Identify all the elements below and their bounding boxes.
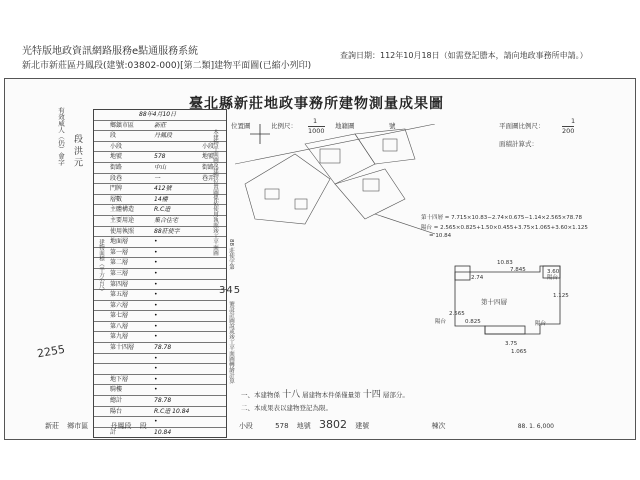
dim-b: 7.845: [510, 267, 526, 273]
row-label: 第三層: [110, 269, 129, 277]
row-label: 小段: [110, 142, 123, 150]
footer-subsection-label: 小段: [238, 422, 253, 430]
calc-line-2: 陽台 = 2.565×0.825+1.50×0.455+3.75×1.065+3.60×1.125: [421, 225, 588, 231]
row-value: 丹鳳段: [154, 132, 173, 140]
table-row: [94, 131, 226, 142]
row-label: 第六層: [110, 301, 129, 309]
floor-scale-numerator: 1: [571, 117, 576, 125]
map-building: [320, 149, 340, 163]
scale-label: 比例尺：: [271, 122, 297, 130]
row-value: 578: [154, 153, 166, 161]
row-value: •: [154, 365, 158, 373]
note-1-post: 層部分。: [382, 391, 409, 399]
stamp-number: 2255: [36, 342, 66, 361]
table-row: [94, 195, 226, 206]
row-label: 主要用途: [110, 216, 135, 224]
note-1-mid: 層建物本件係僅量第: [302, 391, 361, 399]
floor-scale-label: 平面圖比例尺：: [499, 122, 545, 130]
row-value: •: [154, 386, 158, 394]
table-row: [94, 174, 226, 185]
dim-h: 1.065: [511, 349, 527, 355]
row-value: 一: [154, 174, 161, 182]
floor-scale-denominator: 200: [562, 127, 575, 135]
footer-section: 丹鳳段: [110, 422, 132, 430]
row-value: 78.78: [154, 397, 172, 405]
note-2: 二、本成果表以建物登記為限。: [241, 404, 332, 412]
footer-section-label: 段: [139, 422, 147, 430]
mid-vertical-text: 本建物平面圖及建物位置圖係依使用執照竣工平面圖: [212, 129, 218, 256]
table-row: [94, 280, 226, 291]
row-value: •: [154, 248, 158, 256]
area-calc-label: 面積計算式：: [499, 140, 538, 148]
row-label: 第四層: [110, 280, 129, 288]
row-label: 使用執照: [110, 227, 135, 235]
row-label: 地面層: [110, 238, 129, 246]
scale-numerator: 1: [313, 117, 318, 125]
table-row: [94, 237, 226, 248]
row-label: 騎樓: [110, 386, 123, 394]
dim-c: 3.75: [505, 341, 518, 347]
balcony-label-1: 陽台: [547, 275, 559, 281]
note-1: [241, 387, 409, 400]
calc-line-3: = 10.84: [429, 233, 452, 239]
row-label: 第五層: [110, 291, 129, 299]
row-value: 集合住宅: [154, 216, 179, 224]
row-label: 段巷: [110, 174, 123, 182]
row-value: •: [154, 418, 158, 426]
floor-label: 第十四層: [481, 298, 507, 306]
table-row: [94, 258, 226, 269]
table-row: [94, 322, 226, 333]
row-label: 鄉鎮市區: [110, 121, 135, 129]
row-value: R.C造: [154, 206, 171, 214]
table-row: [94, 332, 226, 343]
footer-page-label: 棟次: [431, 422, 446, 430]
row-label: 第一層: [110, 248, 129, 256]
table-row: [94, 354, 226, 365]
row-label: 地號: [110, 153, 123, 161]
footer-date: 88. 1. 6,000: [517, 423, 554, 430]
row-label: 第九層: [110, 333, 129, 341]
row-label: 地下層: [110, 375, 129, 383]
table-row: [94, 343, 226, 354]
row-value: •: [154, 238, 158, 246]
map-building: [265, 189, 279, 199]
map-parcel: [335, 169, 405, 219]
balcony-label-2: 陽台: [435, 319, 447, 325]
row-label: 第二層: [110, 259, 129, 267]
row-label: 街路: [110, 163, 123, 171]
row-label: 第八層: [110, 322, 129, 330]
sheet-footer: [45, 418, 554, 431]
row-unit: 小段: [202, 142, 215, 150]
row-value: •: [154, 322, 158, 330]
row-unit: 街路: [202, 163, 215, 171]
table-row: [94, 248, 226, 259]
row-label: 計: [110, 428, 117, 436]
table-row: [94, 301, 226, 312]
dim-g: 0.825: [465, 319, 481, 325]
footer-district: 新莊: [45, 422, 59, 430]
row-value: •: [154, 333, 158, 341]
map-building: [363, 179, 379, 191]
balcony-box: [485, 326, 525, 334]
row-label: 門牌: [110, 185, 123, 193]
table-row: [94, 121, 226, 132]
table-row: [94, 407, 226, 418]
table-row: [94, 290, 226, 301]
row-value: 412號: [154, 185, 172, 193]
row-unit: 巷弄: [202, 174, 215, 182]
number-label: 號: [389, 122, 396, 130]
sheet-stamp: 345: [219, 285, 242, 296]
building-info-table: [93, 109, 227, 438]
survey-sheet: [4, 78, 636, 440]
row-value: 14樓: [154, 195, 168, 203]
row-label: 總計: [110, 397, 123, 405]
row-value: 中山: [154, 163, 167, 171]
query-note: 查詢日期：112年10月18日（如需登記謄本，請向地政事務所申請。）: [340, 51, 588, 60]
row-value: •: [154, 259, 158, 267]
mid-vertical-text-2: 88 莊使字第: [228, 239, 234, 270]
row-label: 第七層: [110, 312, 129, 320]
row-value: •: [154, 375, 158, 383]
table-row: [94, 216, 226, 227]
table-row: [94, 152, 226, 163]
system-title: 光特版地政資訊網路服務e點通服務系統: [22, 46, 199, 57]
row-value: •: [154, 354, 158, 362]
table-row: [94, 364, 226, 375]
position-label: 位置圖: [231, 122, 251, 130]
row-value: 78.78: [154, 344, 172, 352]
footer-land-label: 地號: [296, 422, 311, 430]
scale-denominator: 1000: [308, 127, 325, 135]
note-1-pre: 一、本建物係: [241, 391, 280, 399]
row-label: 陽台: [110, 407, 123, 415]
owner-stamp: 段 洪 元: [72, 134, 82, 167]
dim-a: 2.74: [471, 275, 484, 281]
document-location: 新北市新莊區丹鳳段(建號:03802-000)[第二類]建物平面圖(已縮小列印): [22, 61, 312, 71]
table-row: [94, 311, 226, 322]
footer-district-label: 鄉市區: [67, 422, 89, 430]
calc-line-1: 第十四層 = 7.715×10.83−2.74×0.675−1.14×2.565×78.78: [421, 215, 582, 221]
table-row: [94, 142, 226, 153]
row-value: 新莊: [154, 121, 167, 129]
left-vertical-text: 有效威人（仍）會字: [57, 107, 65, 166]
table-header-row: [94, 110, 226, 121]
balcony-box: [455, 266, 470, 280]
table-row: [94, 184, 226, 195]
row-value: R.C造 10.84: [154, 407, 190, 415]
row-label: 層數: [110, 195, 123, 203]
note-1-floor: 十八: [282, 390, 301, 400]
row-value: •: [154, 280, 158, 288]
dim-e: 1.125: [553, 293, 569, 299]
row-value: •: [154, 291, 158, 299]
sheet-title: 臺北縣新莊地政事務所建物測量成果圖: [189, 96, 444, 112]
row-value: •: [154, 301, 158, 309]
row-value: •: [154, 312, 158, 320]
table-row: [94, 375, 226, 386]
mid-vertical-text-3: 號設計圖說或竣工平面圖轉繪計算: [228, 301, 234, 384]
row-value: •: [154, 269, 158, 277]
table-row: [94, 227, 226, 238]
map-building: [295, 199, 307, 209]
row-label: 主體構造: [110, 206, 135, 214]
row-unit: 地號: [202, 153, 215, 161]
table-row: [94, 269, 226, 280]
map-building: [383, 139, 397, 151]
table-row: [94, 396, 226, 407]
table-date: 88年4月10日: [139, 111, 177, 118]
footer-building-number: 3802: [319, 418, 348, 431]
table-row: [94, 163, 226, 174]
land-number-label: 地籍圖: [335, 122, 355, 130]
balcony-label-3: 陽台: [535, 321, 547, 327]
location-map: [235, 124, 435, 239]
dim-d: 3.60: [547, 269, 560, 275]
table-row: [94, 385, 226, 396]
row-value: 10.84: [154, 428, 172, 436]
road-line: [235, 124, 435, 164]
area-label: 建物面積（平方公尺）: [98, 239, 104, 294]
note-1-floor-2: 十四: [362, 390, 381, 400]
dim-f: 2.565: [449, 311, 465, 317]
row-label: 第十四層: [110, 344, 135, 352]
row-label: 段: [110, 132, 117, 140]
floor-width: 10.83: [497, 260, 513, 266]
footer-land-number: 578: [275, 422, 289, 430]
footer-building-label: 建號: [355, 422, 370, 430]
table-row: [94, 205, 226, 216]
map-parcel: [245, 154, 330, 224]
row-value: 88莊使字: [154, 227, 180, 235]
